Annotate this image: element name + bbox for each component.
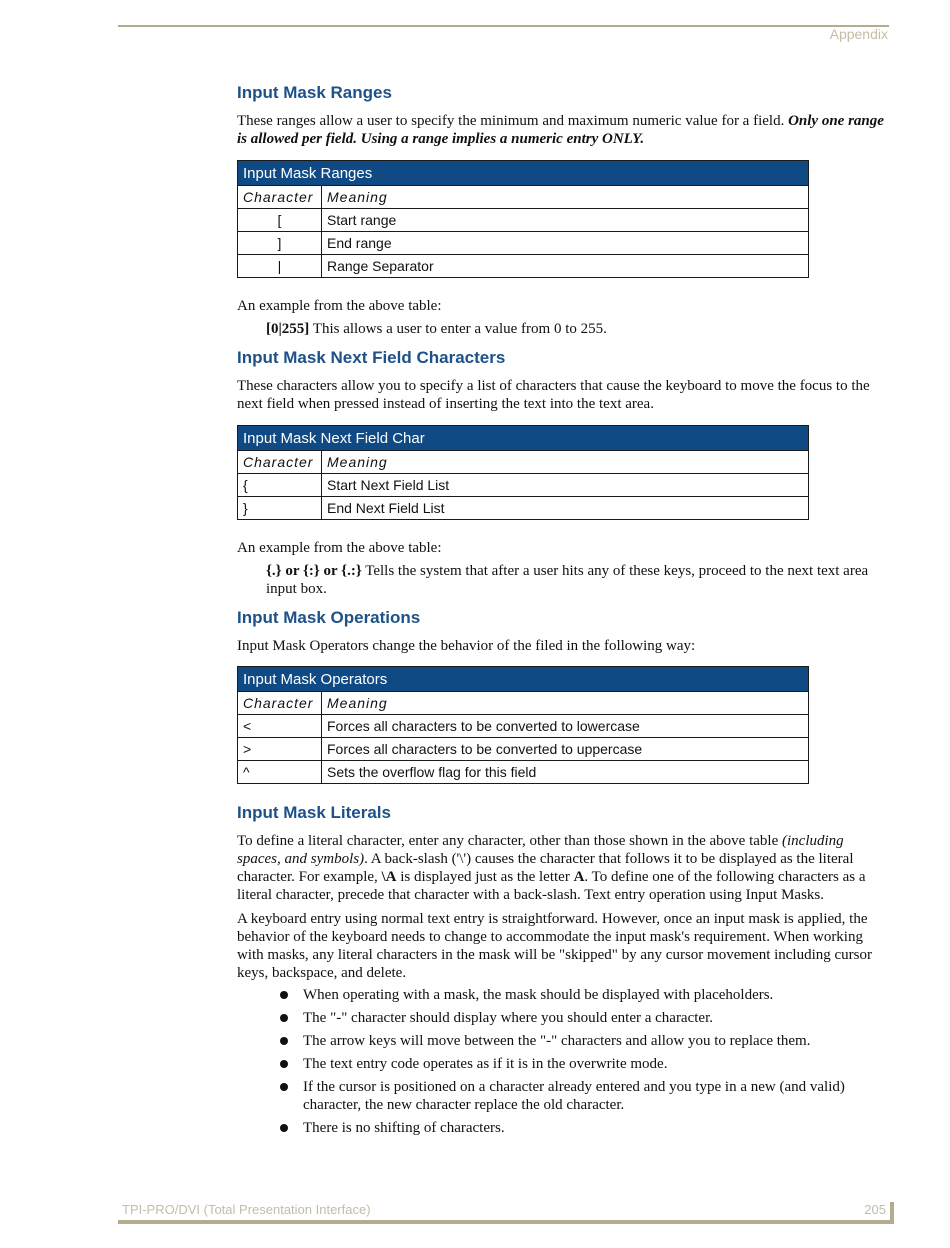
cell-meaning: Start Next Field List <box>322 474 809 497</box>
column-header-character: Character <box>238 451 322 474</box>
nextfield-table <box>237 425 809 520</box>
cell-character: < <box>238 715 322 738</box>
table-title: Input Mask Next Field Char <box>238 426 809 451</box>
literals-bullet-list <box>237 986 885 1137</box>
table-row <box>238 255 809 278</box>
table-title: Input Mask Ranges <box>238 161 809 186</box>
bullet-icon <box>280 1014 288 1022</box>
list-item-text: The arrow keys will move between the "-" characters and allow you to replace them. <box>303 1033 811 1049</box>
list-item <box>303 1032 885 1050</box>
cell-character: { <box>238 474 322 497</box>
table-row <box>238 209 809 232</box>
list-item <box>303 986 885 1004</box>
literals-text: . A back-slash ('\') causes the character that follows it to be displayed as the literal character. For example, <box>237 851 854 885</box>
list-item-text: If the cursor is positioned on a character already entered and you type in a new (and valid) character, the new character replace the old character. <box>303 1079 845 1113</box>
literals-emphasis: (including spaces, and symbols) <box>237 833 844 867</box>
column-header-meaning: Meaning <box>322 186 809 209</box>
list-item <box>303 1119 885 1137</box>
literals-text: To define a literal character, enter any character, other than those shown in the above table <box>237 833 782 849</box>
heading-input-mask-operations: Input Mask Operations <box>237 608 421 627</box>
cell-meaning: Forces all characters to be converted to uppercase <box>322 738 809 761</box>
nextfield-intro: These characters allow you to specify a list of characters that cause the keyboard to move the focus to the next field when pressed instead of inserting the text into the text area. <box>237 378 870 412</box>
table-title: Input Mask Operators <box>238 667 809 692</box>
operations-intro: Input Mask Operators change the behavior of the filed in the following way: <box>237 638 696 654</box>
list-item-text: The text entry code operates as if it is in the overwrite mode. <box>303 1056 668 1072</box>
header-rule <box>118 25 889 27</box>
cell-meaning: Range Separator <box>322 255 809 278</box>
cell-character: > <box>238 738 322 761</box>
literals-code: \A <box>381 869 397 885</box>
literals-paragraph-2: A keyboard entry using normal text entry is straightforward. However, once an input mask is applied, the behavior of the keyboard needs to change to accommodate the input mask's requirement. When working with masks, any literal characters in the mask will be "skipped" by any cursor movement including cursor keys, backspace, and delete. <box>237 911 873 981</box>
nextfield-example-intro: An example from the above table: <box>237 540 442 556</box>
footer-rule <box>118 1220 894 1224</box>
section-label: Appendix <box>829 26 888 42</box>
bullet-icon <box>280 1083 288 1091</box>
list-item-text: When operating with a mask, the mask should be displayed with placeholders. <box>303 987 774 1003</box>
ranges-example <box>237 320 885 338</box>
literals-text: is displayed just as the letter <box>396 869 574 885</box>
list-item-text: The "-" character should display where you should enter a character. <box>303 1010 713 1026</box>
ranges-example-code: [0|255] <box>266 321 310 337</box>
heading-input-mask-literals: Input Mask Literals <box>237 803 391 822</box>
nextfield-example <box>237 562 885 598</box>
column-header-meaning: Meaning <box>322 451 809 474</box>
cell-meaning: Sets the overflow flag for this field <box>322 761 809 784</box>
cell-meaning: End Next Field List <box>322 497 809 520</box>
list-item-text: There is no shifting of characters. <box>303 1120 505 1136</box>
list-item <box>303 1055 885 1073</box>
page-number: 205 <box>864 1202 886 1217</box>
table-row <box>238 715 809 738</box>
heading-next-field-characters: Input Mask Next Field Characters <box>237 348 506 367</box>
list-item <box>303 1009 885 1027</box>
nextfield-example-code: {.} or {:} or {.:} <box>266 563 362 579</box>
footer-rule-corner <box>890 1202 894 1224</box>
literals-text: . To define one of the following characters as a literal character, precede that character with a back-slash. Text entry operation using Input Masks. <box>237 869 866 903</box>
nextfield-example-text: Tells the system that after a user hits any of these keys, proceed to the next text area input box. <box>266 563 869 597</box>
ranges-intro <box>237 112 885 148</box>
heading-input-mask-ranges: Input Mask Ranges <box>237 83 392 102</box>
ranges-table <box>237 160 809 278</box>
footer-document-title: TPI-PRO/DVI (Total Presentation Interface) <box>122 1202 371 1217</box>
cell-character: [ <box>238 209 322 232</box>
ranges-example-intro: An example from the above table: <box>237 298 442 314</box>
column-header-character: Character <box>238 186 322 209</box>
cell-character: | <box>238 255 322 278</box>
column-header-meaning: Meaning <box>322 692 809 715</box>
literals-paragraph-1 <box>237 832 885 904</box>
cell-meaning: End range <box>322 232 809 255</box>
column-header-character: Character <box>238 692 322 715</box>
cell-character: ^ <box>238 761 322 784</box>
table-row <box>238 232 809 255</box>
literals-letter: A <box>573 869 585 885</box>
ranges-intro-text: These ranges allow a user to specify the minimum and maximum numeric value for a field. <box>237 113 785 129</box>
table-row <box>238 761 809 784</box>
table-row <box>238 474 809 497</box>
bullet-icon <box>280 1037 288 1045</box>
cell-meaning: Start range <box>322 209 809 232</box>
bullet-icon <box>280 991 288 999</box>
ranges-example-text: This allows a user to enter a value from 0 to 255. <box>309 321 607 337</box>
cell-meaning: Forces all characters to be converted to lowercase <box>322 715 809 738</box>
table-row <box>238 738 809 761</box>
operations-table <box>237 666 809 784</box>
bullet-icon <box>280 1124 288 1132</box>
cell-character: ] <box>238 232 322 255</box>
bullet-icon <box>280 1060 288 1068</box>
ranges-intro-emphasis: Only one range is allowed per field. Using a range implies a numeric entry ONLY. <box>237 113 884 147</box>
page-content <box>237 82 885 1142</box>
list-item <box>303 1078 885 1114</box>
table-row <box>238 497 809 520</box>
cell-character: } <box>238 497 322 520</box>
